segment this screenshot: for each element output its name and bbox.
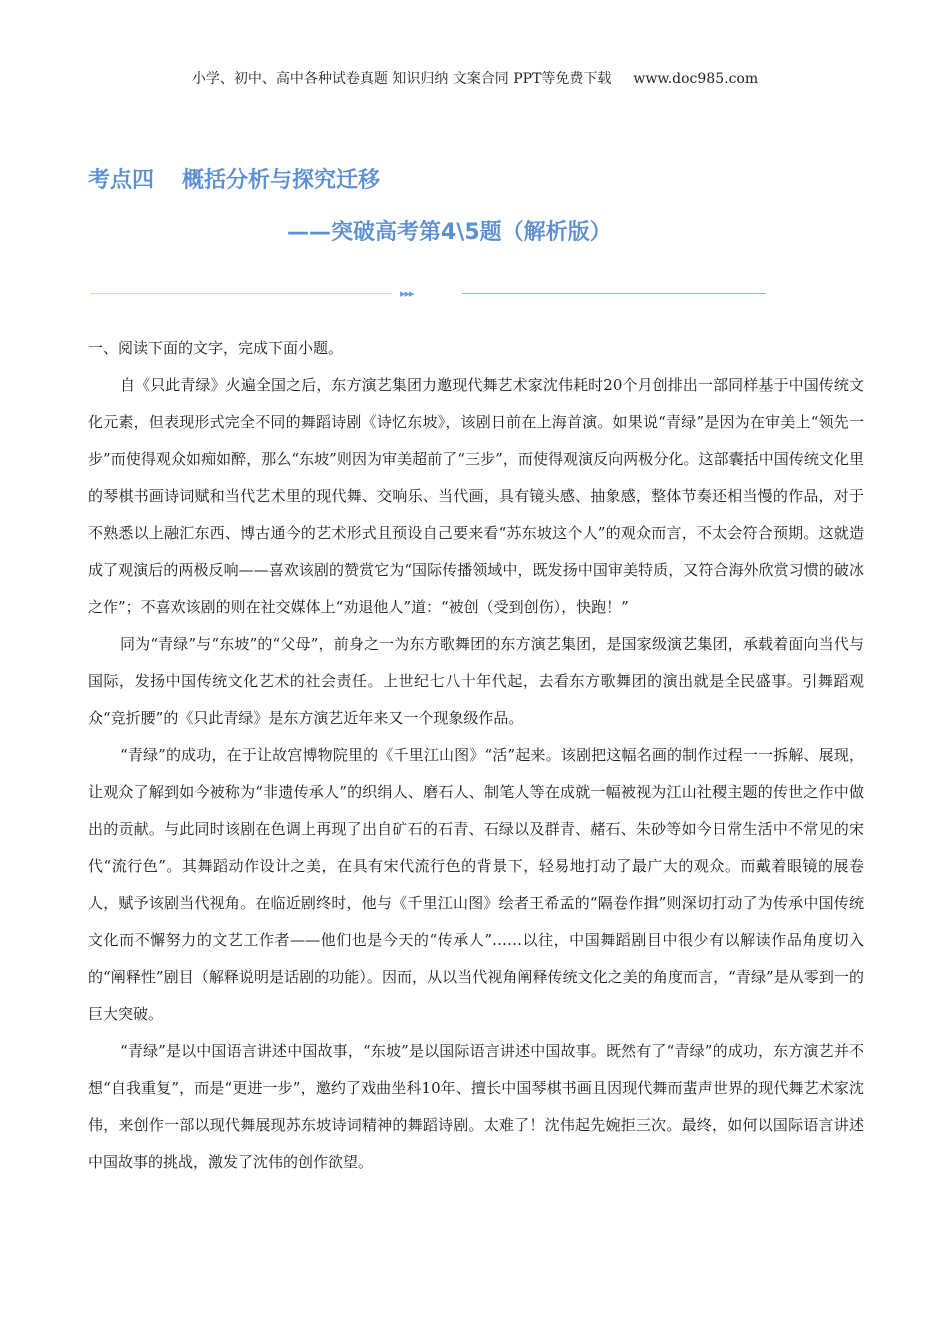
- paragraph-1: 自《只此青绿》火遍全国之后，东方演艺集团力邀现代舞艺术家沈伟耗时20个月创排出一部同样基于中国传统文化元素，但表现形式完全不同的舞蹈诗剧《诗忆东坡》，该剧日前在上海首演。如果说“青绿”是因为在审美上“领先一步”而使得观众如痴如醉，那么“东坡”则因为审美超前了“三步”，而使得观演反向两极分化。这部囊括中国传统文化里的琴棋书画诗词赋和当代艺术里的现代舞、交响乐、当代画，具有镜头感、抽象感，整体节奏还相当慢的作品，对于不熟悉以上融汇东西、博古通今的艺术形式且预设自己要来看“苏东坡这个人”的观众而言，不太会符合预期。这就造成了观演后的两极反响——喜欢该剧的赞赏它为“国际传播领域中，既发扬中国审美特质，又符合海外欣赏习惯的破冰之作”；不喜欢该剧的则在社交媒体上“劝退他人”道：“被创（受到创伤），快跑！”: [88, 376, 864, 616]
- title-block: [88, 163, 868, 251]
- reading-section: [88, 330, 864, 1181]
- title-topic-name: 概括分析与探究迁移: [182, 168, 381, 193]
- divider-left-line: [90, 293, 392, 294]
- page-header: [0, 68, 950, 88]
- divider-right-line: [462, 293, 766, 294]
- paragraph-4: “青绿”是以中国语言讲述中国故事，“东坡”是以国际语言讲述中国故事。既然有了“青绿”的成功，东方演艺并不想“自我重复”，而是“更进一步”，邀约了戏曲坐科10年、擅长中国琴棋书画且因现代舞而蜚声世界的现代舞艺术家沈伟，来创作一部以现代舞展现苏东坡诗词精神的舞蹈诗剧。太难了！沈伟起先婉拒三次。最终，如何以国际语言讲述中国故事的挑战，激发了沈伟的创作欲望。: [88, 1042, 864, 1171]
- title-topic-number: 考点四: [88, 168, 155, 193]
- decorative-divider: [90, 286, 766, 302]
- header-text: 小学、初中、高中各种试卷真题 知识归纳 文案合同 PPT等免费下载: [191, 71, 612, 87]
- header-url[interactable]: www.doc985.com: [633, 71, 759, 87]
- paragraph-2: 同为“青绿”与“东坡”的“父母”，前身之一为东方歌舞团的东方演艺集团，是国家级演艺集团，承载着面向当代与国际，发扬中国传统文化艺术的社会责任。上世纪七八十年代起，去看东方歌舞团的演出就是全民盛事。引舞蹈观众“竞折腰”的《只此青绿》是东方演艺近年来又一个现象级作品。: [88, 635, 864, 727]
- title-line-1: [88, 163, 868, 199]
- title-subtitle: ——突破高考第4\5题（解析版）: [287, 220, 612, 245]
- section-heading: 一、阅读下面的文字，完成下面小题。: [88, 339, 344, 357]
- arrow-icons: ▸▸▸: [400, 287, 414, 300]
- paragraph-3: “青绿”的成功，在于让故宫博物院里的《千里江山图》“活”起来。该剧把这幅名画的制作过程一一拆解、展现，让观众了解到如今被称为“非遗传承人”的织绢人、磨石人、制笔人等在成就一幅被视为江山社稷主题的传世之作中做出的贡献。与此同时该剧在色调上再现了出自矿石的石青、石绿以及群青、赭石、朱砂等如今日常生活中不常见的宋代“流行色”。其舞蹈动作设计之美，在具有宋代流行色的背景下，轻易地打动了最广大的观众。而戴着眼镜的展卷人，赋予该剧当代视角。在临近剧终时，他与《千里江山图》绘者王希孟的“隔卷作揖”则深切打动了为传承中国传统文化而不懈努力的文艺工作者——他们也是今天的“传承人”……以往，中国舞蹈剧目中很少有以解读作品角度切入的“阐释性”剧目（解释说明是话剧的功能）。因而，从以当代视角阐释传统文化之美的角度而言，“青绿”是从零到一的巨大突破。: [88, 746, 864, 1023]
